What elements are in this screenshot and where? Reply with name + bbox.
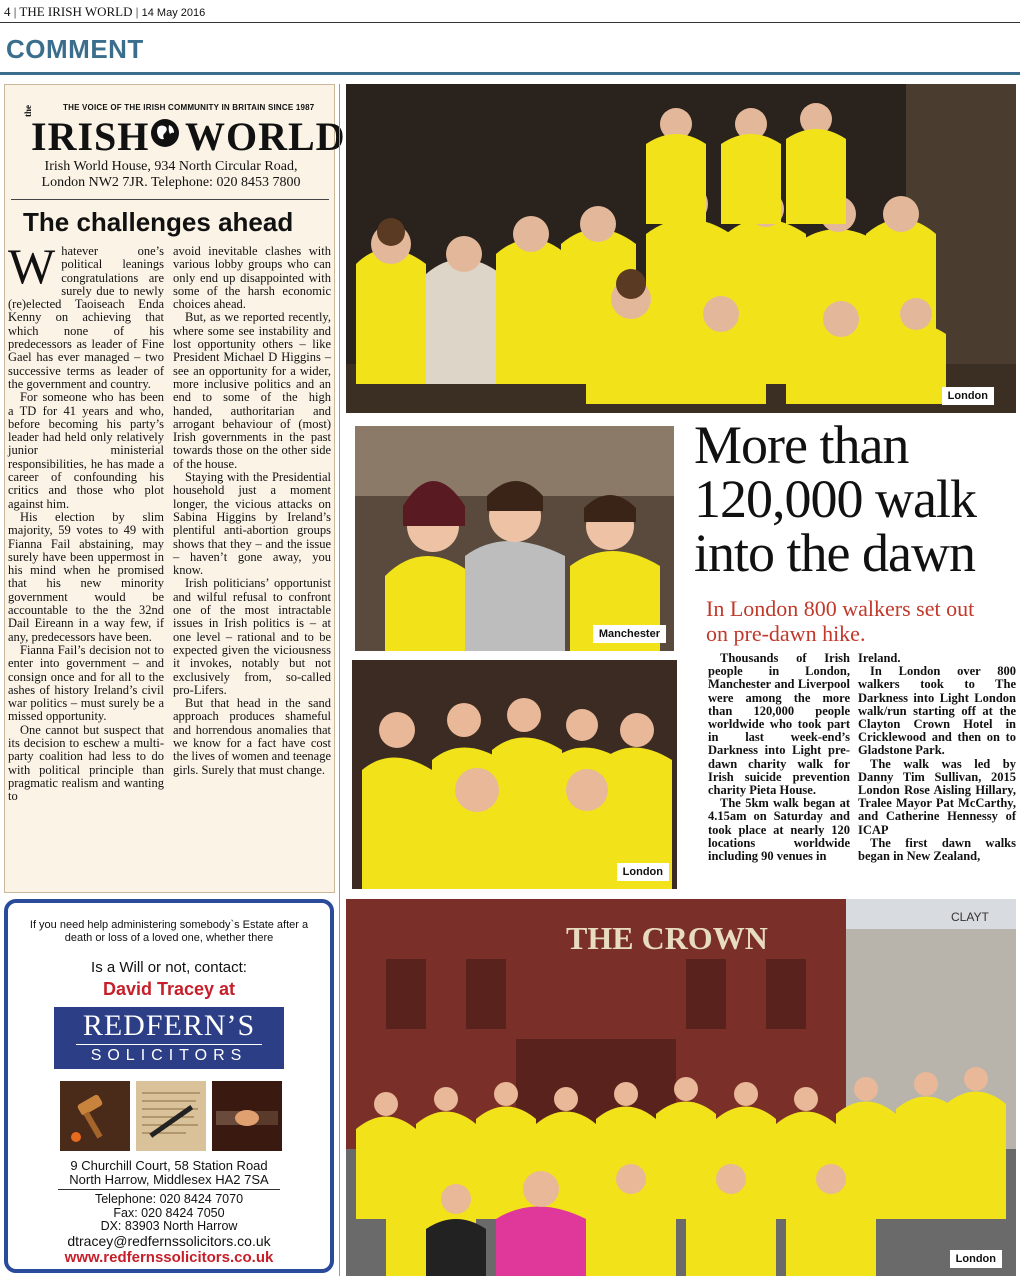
masthead-irish: IRISH [31,114,150,159]
ad-telephone: Telephone: 020 8424 7070 [94,1192,244,1206]
gavel-icon [60,1081,130,1151]
photo-london-group-small [352,660,677,889]
headline-line-3: into the dawn [694,523,975,583]
article-column-1 [708,652,850,863]
editorial-paragraph: Fianna Fail’s decision not to enter into government – and consign once and for all to the ashes of history Ireland’s civil war politics – must surely be a missed opportunity. [8,642,164,724]
article-paragraph: The first dawn walks began in New Zealand, [858,835,1016,864]
address-rule [11,199,329,200]
drop-cap: W [8,238,56,294]
document-pen-icon [136,1081,206,1151]
editorial-paragraph: Staying with the Presidential household just a moment longer, the vicious attacks on Sabina Higgins by Ireland’s plentiful anti-abortion groups shows that they – and the issue – haven’t gone away, you know. [173,470,331,578]
ad-address-line-2: North Harrow, Middlesex HA2 7SA [69,1172,269,1187]
logo-rule [76,1044,262,1045]
editorial-paragraph: avoid inevitable clashes with various lobby groups who can only end up disappointed with some of the harsh economic choices ahead. [173,244,331,312]
article-paragraph: In London over 800 walkers took to The Darkness into Light London walk/run starting off at the Clayton Crown Hotel in Cricklewood and then on to Gladstone Park. [858,664,1016,758]
clayton-sign: CLAYT [951,910,989,924]
issue-date: 14 May 2016 [141,7,206,19]
masthead-tagline: THE VOICE OF THE IRISH COMMUNITY IN BRITAIN SINCE 1987 [63,103,315,112]
article-paragraph: Ireland. [858,651,901,665]
manchester-photo-image [355,426,674,651]
crown-photo-image [346,899,1016,1276]
address-line-1: Irish World House, 934 North Circular Road, [44,159,298,174]
editorial-column-1 [8,238,164,804]
editorial-paragraph [8,238,164,391]
photo-caption: Manchester [593,625,666,643]
editorial-paragraph: For someone who has been a TD for 41 years and who, before becoming his party’s leader had held only relatively junior ministerial responsibilities, he has made a career of confounding his critics and those who plot against him. [8,390,164,511]
ad-fax: Fax: 020 8424 7050 [113,1205,225,1220]
editorial-text: hatever one’s political leanings congratulations are surely due to newly (re)elected Taoiseach Enda Kenny on achieving that which none of his predecessors as leader of Fine Gael has ever managed – two successive terms as leader of the government and country. [8,244,164,391]
headline-line-2: 120,000 walk [694,469,976,529]
article-headline [694,415,1018,583]
ad-address-line-1: 9 Churchill Court, 58 Station Road [70,1158,268,1173]
column-divider [339,84,340,1276]
photo-caption: London [617,863,669,881]
editorial-column-2 [173,245,331,777]
article-standfirst: In London 800 walkers set out on pre-dawn hike. [706,596,975,646]
group-photo-image [346,84,1016,413]
ad-contact-details [18,1193,320,1234]
section-title: COMMENT [6,34,144,64]
ad-dx: DX: 83903 North Harrow [100,1219,238,1233]
crown-sign: THE CROWN [566,920,768,956]
london-small-photo-image [352,660,677,889]
gavel-image [60,1081,130,1151]
ad-images [60,1081,282,1151]
photo-caption: London [950,1250,1002,1268]
editorial-paragraph: One cannot but suspect that its decision to eschew a multi-party coalition had less to do with political principle than pragmatic realism and wanting to [8,722,164,804]
photo-caption: London [942,387,994,405]
article-paragraph: The 5km walk began at 4.15am on Saturday and took place at nearly 120 locations worldwide including 90 venues in [708,796,850,864]
editorial-paragraph: But, as we reported recently, where some see instability and lost opportunity others – like President Michael D Higgins – see an opportunity for a wider, more inclusive politics and an end to some of the high handed, authoritarian and arrogant behaviour of (most) Irish governments in the past towards those on the other side of the house. [173,310,331,471]
folio: 4 | THE IRISH WORLD | 14 May 2016 [4,4,206,19]
globe-icon [149,117,181,149]
redferns-logo [54,1007,284,1069]
logo-redferns: REDFERN’S [82,1009,256,1042]
editorial-paragraph: His election by slim majority, 59 votes to 49 with Fianna Fail abstaining, may surely have been uppermost in his mind when he promised that his new minority government would be accountable to the the 32nd Dail Eireann in a way few, if any, predecessors have been. [8,509,164,644]
section-rule [0,72,1020,75]
folio-rule [0,22,1020,23]
photo-manchester [355,426,674,651]
masthead-the: the [23,105,33,117]
article-paragraph: The walk was led by Danny Tim Sullivan, 2015 London Rose Aisling Hillary, Tralee Mayor Pat McCarthy, and Catherine Hennessy of ICAP [858,756,1016,837]
solicitors-advert[interactable] [4,899,334,1273]
handshake-icon [212,1081,282,1151]
headline-line-1: More than [694,415,909,475]
ad-contact-name: David Tracey at [102,979,236,999]
page-number: 4 [4,4,11,19]
handshake-image [212,1081,282,1151]
ad-address [18,1159,320,1187]
masthead-address [21,159,321,191]
photo-the-crown [346,899,1016,1276]
publication-name: THE IRISH WORLD [19,4,133,19]
ad-email-link[interactable]: dtracey@redfernssolicitors.co.uk [67,1233,271,1249]
photo-london-group-top [346,84,1016,413]
address-line-2: London NW2 7JR. Telephone: 020 8453 7800 [41,175,301,190]
ad-rule [58,1189,280,1190]
editorial-box [4,84,346,893]
ad-intro: If you need help administering somebody`s Estate after a death or loss of a loved one, whether there [29,919,309,944]
ad-will-line: Is a Will or not, contact: [91,959,247,976]
editorial-paragraph: Irish politicians’ opportunist and wilful refusal to confront one of the most intractable issues in Irish politics is – at one level – rational and to be expected given the viciousness it invokes, notably but not exclusively from, so-called pro-Lifers. [173,576,331,697]
logo-solicitors: SOLICITORS [90,1047,248,1064]
article-column-2 [858,652,1016,863]
editorial-paragraph: But that head in the sand approach produces shameful and horrendous anomalies that we know for a fact have cost the lives of women and teenage girls. Surely that must change. [173,696,331,777]
editorial-headline: The challenges ahead [23,207,294,237]
document-image [136,1081,206,1151]
masthead-world: WORLD [185,114,346,159]
ad-website-link[interactable]: www.redfernssolicitors.co.uk [64,1249,274,1266]
article-paragraph: Thousands of Irish people in London, Manchester and Liverpool were among the more than 120,000 people worldwide who took part in last week-end’s Darkness into Light pre-dawn charity walk for Irish suicide prevention charity Pieta House. [708,651,850,798]
